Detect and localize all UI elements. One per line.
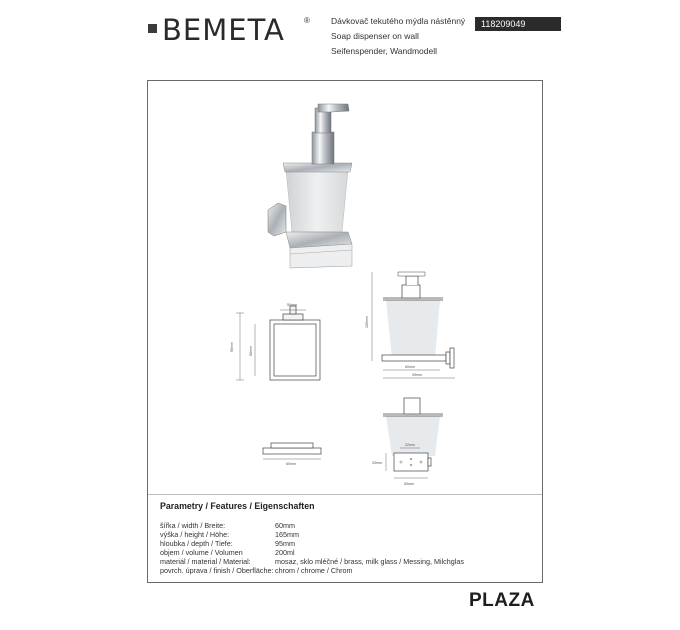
features-table: [160, 521, 464, 575]
product-photo: [268, 104, 352, 268]
title-de: Seifenspender, Wandmodell: [331, 46, 438, 56]
bottom-view-drawing: [263, 443, 321, 459]
top-view-drawing: [383, 398, 443, 478]
feature-label: šířka / width / Breite:: [160, 521, 226, 530]
dim-front-top-width: 50mm: [287, 303, 297, 307]
product-name: PLAZA: [469, 590, 535, 611]
feature-value: mosaz, sklo mléčné / brass, milk glass / Messing, Milchglas: [275, 557, 464, 566]
dim-front-inner-height: 80mm: [249, 346, 253, 356]
title-cz: Dávkovač tekutého mýdla nástěnný: [331, 16, 466, 26]
dim-side-inner-depth: 60mm: [405, 365, 415, 369]
feature-row: [160, 530, 464, 539]
dim-top-height: 33mm: [372, 461, 382, 465]
dim-top-inner-width: 22mm: [405, 443, 415, 447]
front-view-drawing: [236, 306, 320, 380]
feature-row: [160, 548, 464, 557]
dim-side-depth: 95mm: [412, 373, 422, 377]
feature-value: 60mm: [275, 521, 295, 530]
dim-bottom-width: 60mm: [286, 462, 296, 466]
feature-row: [160, 557, 464, 566]
feature-label: hloubka / depth / Tiefe:: [160, 539, 233, 548]
product-code-badge: 118209049: [475, 17, 561, 31]
feature-value: 200ml: [275, 548, 295, 557]
feature-row: [160, 539, 464, 548]
feature-value: 165mm: [275, 530, 299, 539]
dim-side-height: 165mm: [365, 316, 369, 328]
feature-row: [160, 566, 464, 575]
feature-label: materiál / material / Material:: [160, 557, 251, 566]
side-view-drawing: [372, 272, 455, 378]
brand-name: BEMETA: [162, 13, 285, 47]
features-title: Parametry / Features / Eigenschaften: [160, 501, 315, 511]
feature-value: 95mm: [275, 539, 295, 548]
feature-row: [160, 521, 464, 530]
feature-label: výška / height / Höhe:: [160, 530, 230, 539]
registered-mark: ®: [304, 16, 310, 25]
dim-front-height: 95mm: [230, 342, 234, 352]
feature-label: povrch. úprava / finish / Oberfläche:: [160, 566, 274, 575]
feature-label: objem / volume / Volumen: [160, 548, 243, 557]
features-section: [160, 501, 464, 575]
dim-top-width: 50mm: [404, 482, 414, 486]
title-en: Soap dispenser on wall: [331, 31, 419, 41]
feature-value: chrom / chrome / Chrom: [275, 566, 353, 575]
